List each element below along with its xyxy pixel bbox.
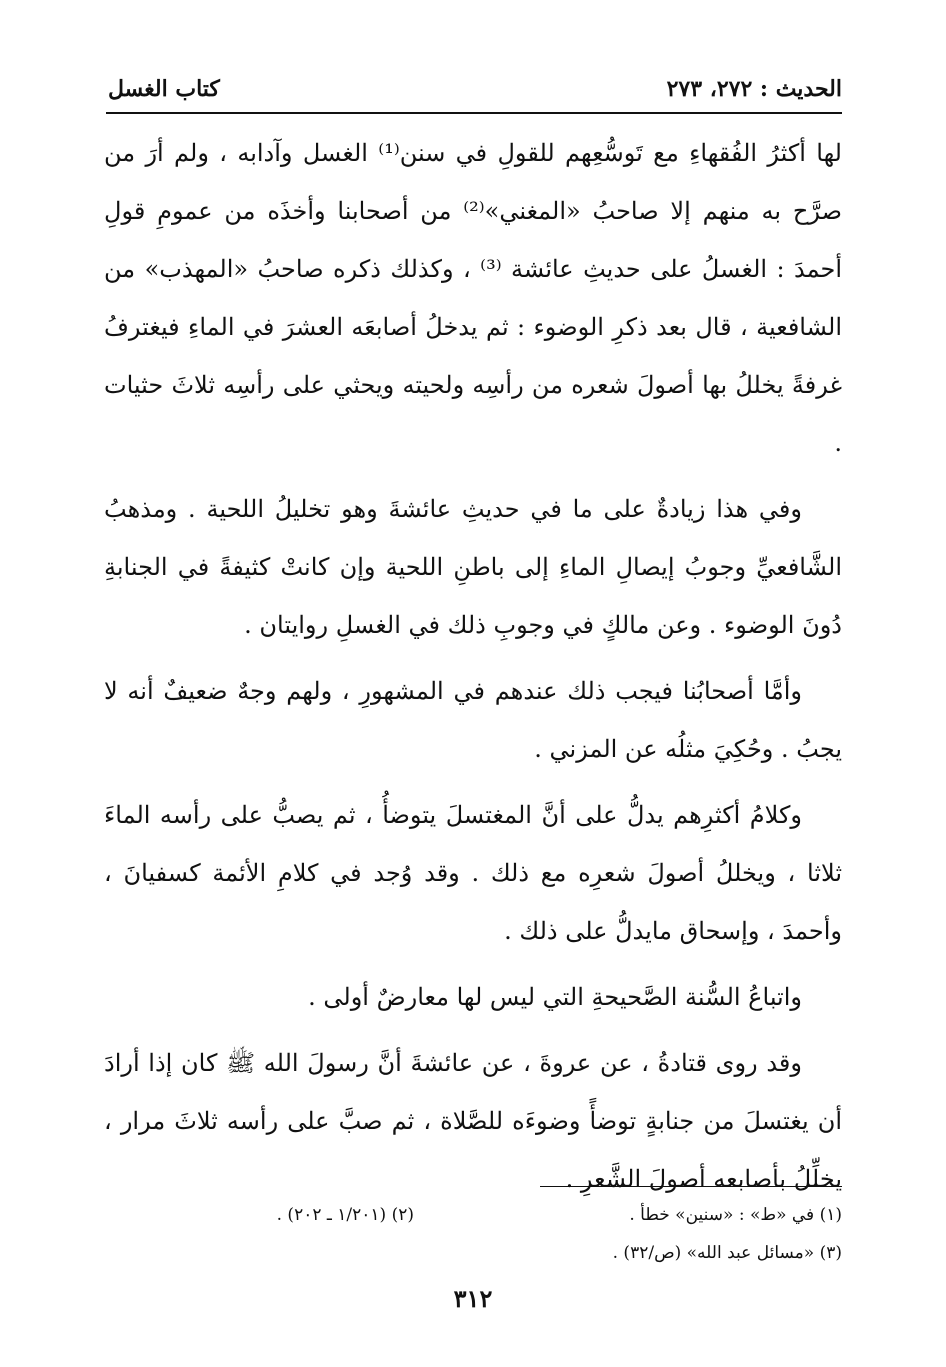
running-title: الحديث : ٢٧٢، ٢٧٣ — [666, 76, 842, 102]
footnote-row — [104, 1196, 842, 1234]
paragraph-6: وقد روى قتادةُ ، عن عروةَ ، عن عائشةَ أنَّ رسولَ الله ﷺ كان إذا أرادَ أن يغتسلَ من جنابةٍ توضأً وضوءَه للصَّلاة ، ثم صبَّ على رأسه ثلاثَ مرار ، يخلِّلُ بأصابعه أصولَ الشَّعرِ . — [104, 1049, 842, 1193]
footnote-2: (٢) (١/٢٠١ ـ ٢٠٢) . — [276, 1205, 414, 1225]
paragraph-4: وكلامُ أكثرِهم يدلُّ على أنَّ المغتسلَ يتوضأُ ، ثم يصبُّ على رأسه الماءَ ثلاثا ، ويخللُ أصولَ شعرِه مع ذلك . وقد وُجد في كلامِ الأئمة كسفيانَ ، وأحمدَ ، وإسحاق مايدلُّ على ذلك . — [104, 801, 842, 945]
paragraph-1: لها أكثرُ الفُقهاءِ مع تَوسُّعِهم للقولِ في سنن⁽¹⁾ الغسل وآدابه ، ولم أرَ من صرَّح به منهم إلا صاحبُ «المغني»⁽²⁾ من أصحابنا وأخذَه من عمومِ قولِ أحمدَ : الغسلُ على حديثِ عائشة ⁽³⁾ ، وكذلك ذكره صاحبُ «المهذب» من الشافعية ، قال بعد ذكرِ الوضوء : ثم يدخلُ أصابعَه العشرَ في الماءِ فيغترفُ غرفةً يخللُ بها أصولَ شعره من رأسِه ولحيته ويحثي على رأسِه ثلاثَ حثيات . — [104, 139, 843, 457]
footnotes — [104, 1196, 842, 1272]
chapter-title: كتاب الغسل — [108, 76, 220, 102]
header-rule — [106, 112, 842, 114]
footnote-3: (٣) «مسائل عبد الله» (ص/٣٢) . — [612, 1243, 842, 1263]
footnote-1: (١) في «ط» : «سنين» خطأ . — [629, 1205, 842, 1225]
paragraph-2: وفي هذا زيادةٌ على ما في حديثِ عائشةَ وهو تخليلُ اللحية . ومذهبُ الشَّافعيِّ وجوبُ إيصالِ الماءِ إلى باطنِ اللحية وإن كانتْ كثيفةً في الجنابةِ دُونَ الوضوء . وعن مالكٍ في وجوبِ ذلك في الغسلِ روايتان . — [104, 495, 842, 639]
paragraph-3: وأمَّا أصحابُنا فيجب ذلك عندهم في المشهورِ ، ولهم وجهٌ ضعيفٌ أنه لا يجبُ . وحُكِيَ مثلُه عن المزني . — [104, 677, 842, 763]
paragraph-5: واتباعُ السُّنة الصَّحيحةِ التي ليس لها معارضٌ أولى . — [308, 983, 802, 1011]
footnote-rule — [540, 1186, 842, 1187]
body-text — [104, 124, 842, 1216]
footnote-row — [104, 1234, 842, 1272]
page-number: ٣١٢ — [453, 1284, 493, 1313]
page-header — [108, 76, 842, 106]
